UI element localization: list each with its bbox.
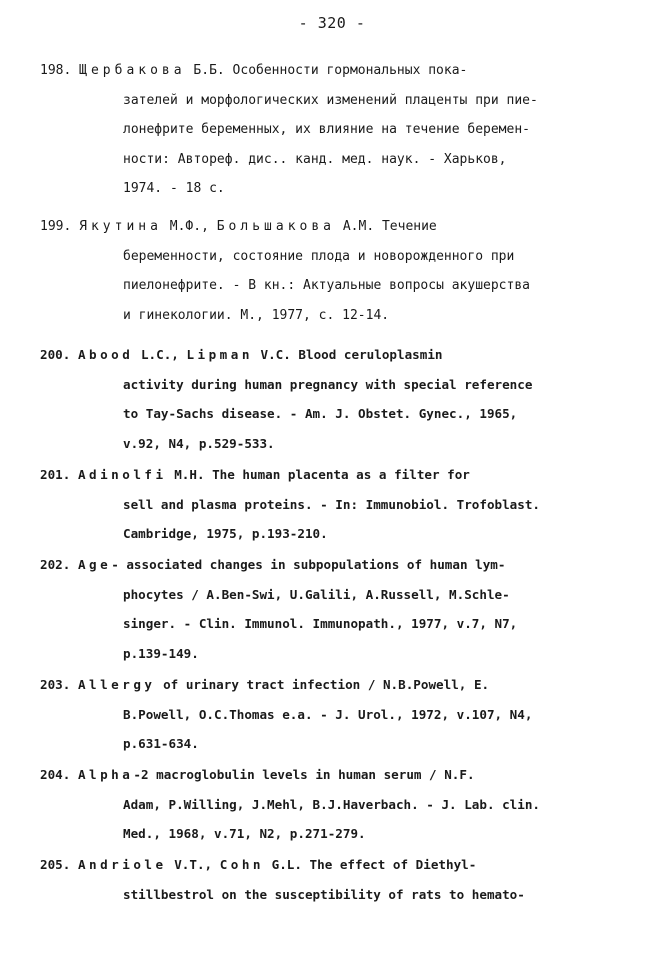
entry-coauthor: Lipman bbox=[186, 347, 253, 362]
entry-text: Б.Б. Особенности гормональных пока- bbox=[185, 63, 468, 78]
entry-first-line bbox=[40, 340, 630, 370]
entry-coauthor: Большакова bbox=[216, 219, 336, 234]
entry-number: 203. bbox=[40, 677, 71, 692]
entry-number: 200. bbox=[40, 347, 71, 362]
entry-text: М.Ф., bbox=[161, 219, 217, 234]
reference-entry-199 bbox=[40, 212, 630, 330]
entry-line: пиелонефрите. - В кн.: Актуальные вопросы акушерства bbox=[123, 278, 530, 293]
entry-number: 205. bbox=[40, 857, 71, 872]
entry-first-line bbox=[40, 460, 630, 490]
entry-number: 202. bbox=[40, 557, 71, 572]
entry-author: Alpha bbox=[77, 767, 134, 782]
entry-text: V.C. Blood ceruloplasmin bbox=[252, 347, 443, 362]
entry-first-line bbox=[40, 56, 630, 86]
entry-line: v.92, N4, p.529-533. bbox=[123, 435, 275, 451]
entry-number: 204. bbox=[40, 767, 71, 782]
entry-line: 1974. - 18 с. bbox=[123, 181, 225, 196]
entry-author: Abood bbox=[77, 347, 134, 362]
entry-coauthor: Cohn bbox=[219, 857, 265, 872]
entry-author: Age bbox=[77, 557, 112, 572]
entry-line: беременности, состояние плода и новорожденного при bbox=[123, 248, 515, 264]
reference-entry-198 bbox=[40, 56, 630, 204]
entry-text: - associated changes in subpopulations of human lym- bbox=[111, 557, 506, 572]
entry-first-line bbox=[40, 760, 630, 790]
entry-line: singer. - Clin. Immunol. Immunopath., 1977, v.7, N7, bbox=[123, 616, 518, 631]
entry-first-line bbox=[40, 212, 630, 242]
entry-line: Cambridge, 1975, p.193-210. bbox=[123, 526, 328, 541]
entry-line: sell and plasma proteins. - In: Immunobiol. Trofoblast. bbox=[123, 496, 541, 512]
entry-line: и гинекологии. М., 1977, с. 12-14. bbox=[123, 307, 390, 323]
entry-author: Adinolfi bbox=[77, 467, 167, 482]
entry-line: activity during human pregnancy with special reference bbox=[123, 376, 533, 392]
entry-line: Adam, P.Willing, J.Mehl, B.J.Haverbach. - J. Lab. clin. bbox=[123, 796, 541, 812]
entry-line: stillbestrol on the susceptibility of rats to hemato- bbox=[123, 886, 525, 902]
entry-text: А.М. Течение bbox=[335, 219, 437, 234]
reference-entry-205 bbox=[40, 850, 630, 909]
entry-author: Якутина bbox=[79, 219, 162, 234]
entry-line: to Tay-Sachs disease. - Am. J. Obstet. Gynec., 1965, bbox=[123, 406, 518, 421]
entry-number: 199. bbox=[40, 219, 72, 234]
entry-text: of urinary tract infection / N.B.Powell, E. bbox=[155, 677, 490, 692]
entry-number: 198. bbox=[40, 63, 72, 78]
entry-first-line bbox=[40, 550, 630, 580]
entry-line: ности: Автореф. дис.. канд. мед. наук. - Харьков, bbox=[123, 151, 507, 167]
entry-text: M.H. The human placenta as a filter for bbox=[166, 467, 470, 482]
entry-first-line bbox=[40, 670, 630, 700]
reference-entry-202 bbox=[40, 550, 630, 668]
reference-entry-203 bbox=[40, 670, 630, 759]
entry-author: Andriole bbox=[77, 857, 167, 872]
entry-line: Med., 1968, v.71, N2, p.271-279. bbox=[123, 826, 366, 841]
entry-text: -2 macroglobulin levels in human serum / N.F. bbox=[133, 767, 475, 782]
reference-entry-201 bbox=[40, 460, 630, 549]
reference-entry-200 bbox=[40, 340, 630, 458]
reference-entry-204 bbox=[40, 760, 630, 849]
entry-first-line bbox=[40, 850, 630, 880]
page-number: - 320 - bbox=[298, 14, 366, 32]
entry-text: L.C., bbox=[133, 347, 187, 362]
entry-author: Allergy bbox=[77, 677, 156, 692]
entry-line: phocytes / A.Ben-Swi, U.Galili, A.Russell, M.Schle- bbox=[123, 586, 510, 602]
entry-line: зателей и морфологических изменений плаценты при пие- bbox=[123, 92, 538, 108]
entry-line: p.631-634. bbox=[123, 736, 199, 751]
entry-author: Щербакова bbox=[79, 63, 186, 78]
entry-line: B.Powell, O.C.Thomas e.a. - J. Urol., 1972, v.107, N4, bbox=[123, 706, 533, 722]
entry-line: p.139-149. bbox=[123, 645, 199, 661]
entry-line: лонефрите беременных, их влияние на течение беремен- bbox=[123, 122, 530, 137]
entry-text: V.T., bbox=[166, 857, 220, 872]
entry-text: G.L. The effect of Diethyl- bbox=[264, 857, 477, 872]
entry-number: 201. bbox=[40, 467, 71, 482]
